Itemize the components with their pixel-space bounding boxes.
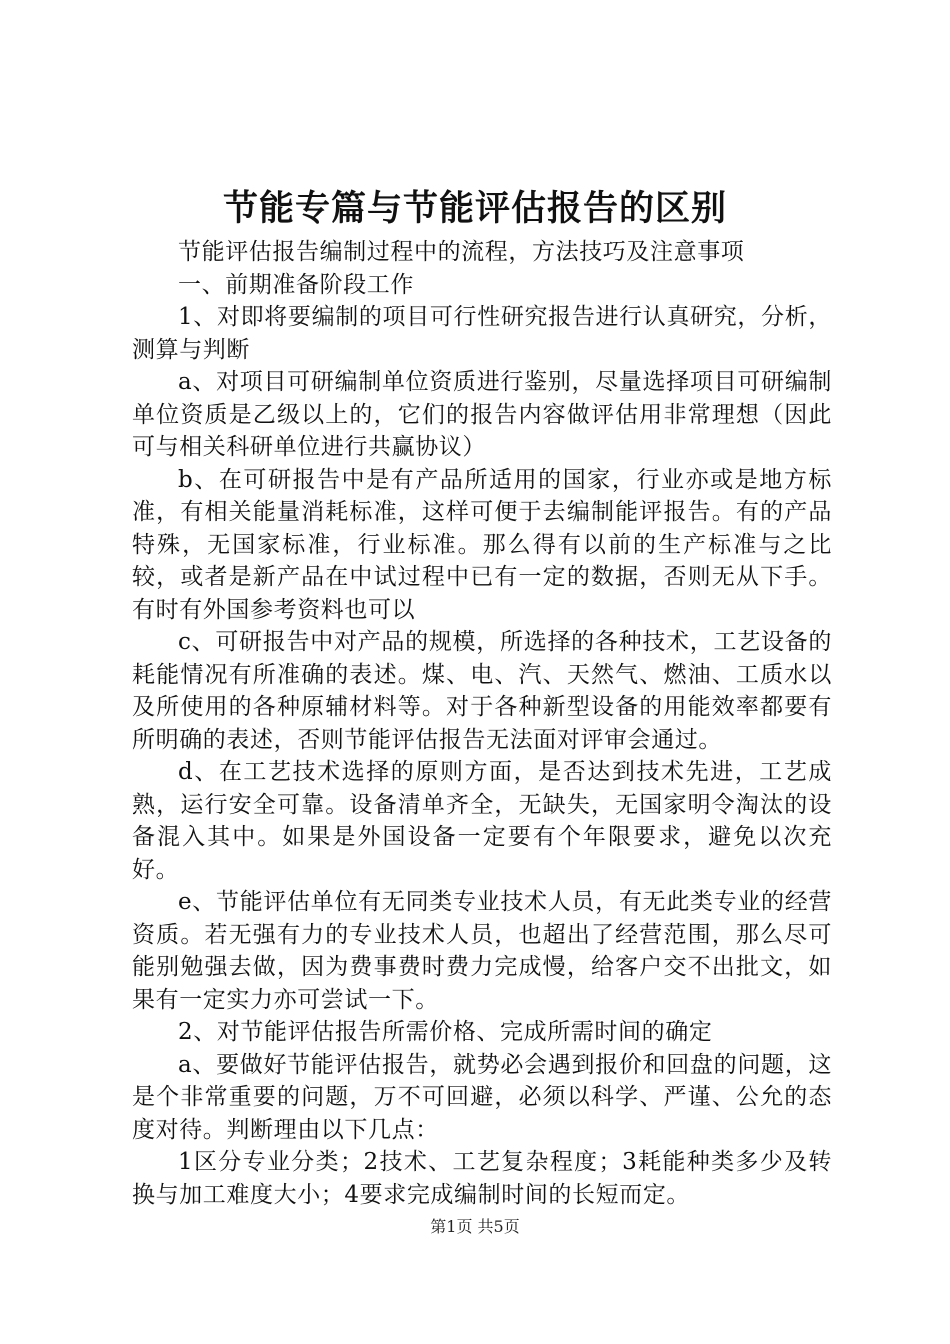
paragraph-item-1c: c、可研报告中对产品的规模，所选择的各种技术，工艺设备的耗能情况有所准确的表述。煤、电、汽、天然气、燃油、工质水以及所使用的各种原辅材料等。对于各种新型设备的用能效率都要有所明确的表述，否则节能评估报告无法面对评审会通过。: [132, 629, 832, 753]
paragraph-item-1: 1、对即将要编制的项目可行性研究报告进行认真研究，分析，测算与判断: [132, 304, 832, 363]
paragraph-item-1d: d、在工艺技术选择的原则方面，是否达到技术先进，工艺成熟，运行安全可靠。设备清单齐全，无缺失，无国家明令淘汰的设备混入其中。如果是外国设备一定要有个年限要求，避免以次充好。: [132, 759, 832, 883]
paragraph-criteria: 1区分专业分类；2技术、工艺复杂程度；3耗能种类多少及转换与加工难度大小；4要求完成编制时间的长短而定。: [132, 1149, 832, 1208]
document-title: 节能专篇与节能评估报告的区别: [222, 188, 727, 229]
paragraph-item-1b: b、在可研报告中是有产品所适用的国家，行业亦或是地方标准，有相关能量消耗标准，这样可便于去编制能评报告。有的产品特殊，无国家标准，行业标准。那么得有以前的生产标准与之比较，或者是新产品在中试过程中已有一定的数据，否则无从下手。有时有外国参考资料也可以: [132, 466, 832, 623]
paragraph-item-2a: a、要做好节能评估报告，就势必会遇到报价和回盘的问题，这是个非常重要的问题，万不可回避，必须以科学、严谨、公允的态度对待。判断理由以下几点：: [132, 1051, 832, 1143]
paragraph-item-2: 2、对节能评估报告所需价格、完成所需时间的确定: [178, 1019, 713, 1045]
paragraph-intro: 节能评估报告编制过程中的流程，方法技巧及注意事项: [178, 239, 745, 265]
page-number-footer: 第1页 共5页: [430, 1217, 520, 1236]
paragraph-item-1a: a、对项目可研编制单位资质进行鉴别，尽量选择项目可研编制单位资质是乙级以上的，它们的报告内容做评估用非常理想（因此可与相关科研单位进行共赢协议）: [132, 369, 832, 460]
section-heading-preparation: 一、前期准备阶段工作: [178, 271, 414, 298]
document-body: [132, 236, 832, 1211]
paragraph-item-1e: e、节能评估单位有无同类专业技术人员，有无此类专业的经营资质。若无强有力的专业技术人员，也超出了经营范围，那么尽可能别勉强去做，因为费事费时费力完成慢，给客户交不出批文，如果有一定实力亦可尝试一下。: [132, 889, 832, 1013]
